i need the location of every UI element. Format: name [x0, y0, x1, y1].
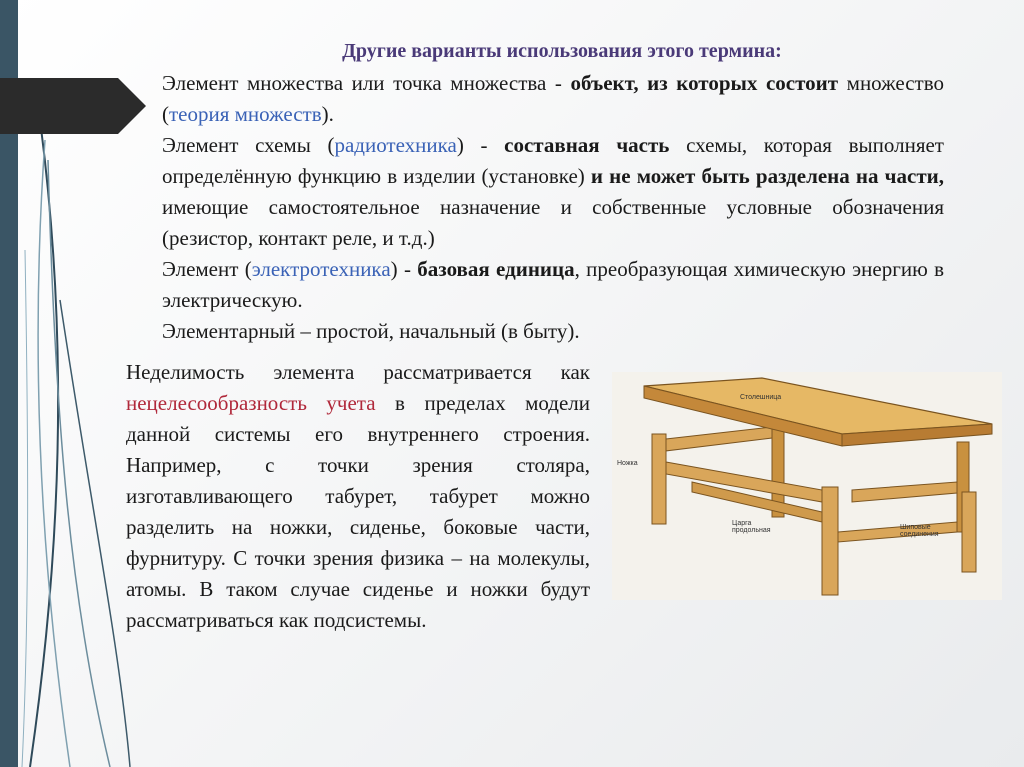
label-leg: Ножка [617, 460, 638, 467]
link-radio-engineering[interactable]: радиотехника [334, 133, 457, 157]
indivisibility-paragraph: Неделимость элемента рассматривается как нецелесообразность учета в пределах модели данной системы его внутреннего строения. Например, с точки зрения столяра, изготавливающего табурет, табурет можно разделить на ножки, сиденье, боковые части, фурнитуру. С точки зрения физика – на молекулы, атомы. В таком случае сиденье и ножки будут рассматриваться как подсистемы. [126, 360, 590, 632]
paragraph-set-element: Элемент множества или точка множества - объект, из которых состоит множество (теория множеств). [162, 71, 945, 126]
table-illustration [612, 372, 1002, 600]
page-heading: Другие варианты использования этого термина: [342, 40, 782, 62]
label-joints: Шиповые соединения [900, 524, 939, 538]
label-rail: Царга продольная [732, 520, 771, 534]
paragraph-electrical-element: Элемент (электротехника) - базовая единица, преобразующая химическую энергию в электрическую. [162, 257, 944, 312]
link-electrical-engineering[interactable]: электротехника [251, 257, 391, 281]
paragraph-elementary: Элементарный – простой, начальный (в быту). [162, 319, 580, 343]
link-set-theory[interactable]: теория множеств [169, 102, 322, 126]
paragraph-circuit-element: Элемент схемы (радиотехника) - составная часть схемы, которая выполняет определённую функцию в изделии (установке) и не может быть разделена на части, имеющие самостоятельное назначение и собственные условные обозначения (резистор, контакт реле, и т.д.) [162, 133, 944, 250]
title-arrow-tab [0, 78, 150, 134]
table-drawing [612, 372, 1002, 600]
label-tabletop: Столешница [740, 394, 782, 401]
